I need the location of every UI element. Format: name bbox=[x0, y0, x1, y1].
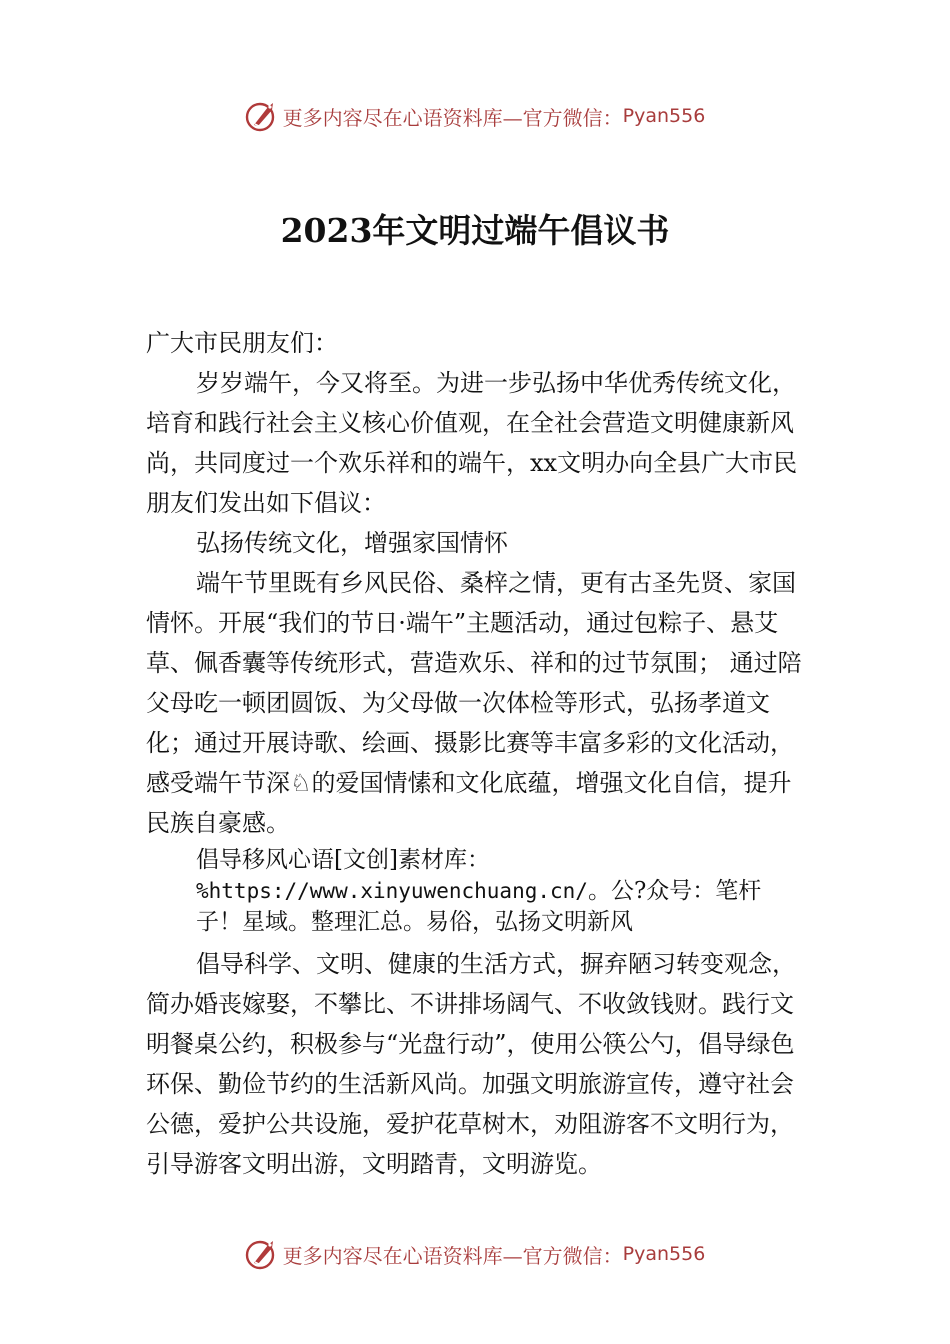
banner-text: 更多内容尽在心语资料库—官方微信： bbox=[282, 105, 623, 130]
section2-paragraph: 倡导科学、文明、健康的生活方式，摒弃陋习转变观念，简办婚丧嫁娶，不攀比、不讲排场阔气、不收敛钱财。践行文明餐桌公约，积极参与“光盘行动”，使用公筷公勺，倡导绿色环保、勤俭节约的生活新风尚。加强文明旅游宣传，遵守社会公德，爱护公共设施，爱护花草树木，劝阻游客不文明行为，引导游客文明出游，文明踏青，文明游览。 bbox=[146, 950, 796, 1178]
pen-logo-icon bbox=[245, 1237, 279, 1271]
section2-heading bbox=[196, 845, 806, 938]
footer-banner bbox=[0, 1232, 950, 1276]
intro-paragraph: 岁岁端午，今又将至。为进一步弘扬中华优秀传统文化，培育和践行社会主义核心价值观，在全社会营造文明健康新风尚，共同度过一个欢乐祥和的端午，xx文明办向全县广大市民朋友们发出如下倡议： bbox=[146, 369, 798, 517]
section2-url: %https://www.xinyuwenchuang.cn/ bbox=[196, 879, 588, 903]
banner-text: 更多内容尽在心语资料库—官方微信： bbox=[282, 1243, 623, 1268]
section2-suffix: 。公?众号：笔杆子！星域。整理汇总。易俗，弘扬文明新风 bbox=[196, 878, 762, 935]
pen-logo-icon bbox=[245, 99, 279, 133]
document-body bbox=[146, 323, 806, 1184]
header-banner bbox=[0, 94, 950, 138]
banner-wechat-id: Pyan556 bbox=[622, 105, 706, 127]
section1-paragraph: 端午节里既有乡风民俗、桑梓之情，更有古圣先贤、家国情怀。开展“我们的节日·端午”主题活动，通过包粽子、悬艾草、佩香囊等传统形式，营造欢乐、祥和的过节氛围； 通过陪父母吃一顿团圆饭、为父母做一次体检等形式，弘扬孝道文化；通过开展诗歌、绘画、摄影比赛等丰富多彩的文化活动，感受端午节深♘的爱国情愫和文化底蕴，增强文化自信，提升民族自豪感。 bbox=[146, 569, 802, 837]
section1-heading: 弘扬传统文化，增强家国情怀 bbox=[196, 529, 508, 557]
section2-prefix: 倡导移风心语[文创]素材库： bbox=[196, 847, 490, 873]
salutation: 广大市民朋友们： bbox=[146, 329, 338, 357]
document-title: 2023年文明过端午倡议书 bbox=[280, 211, 670, 250]
banner-wechat-id: Pyan556 bbox=[622, 1243, 706, 1265]
